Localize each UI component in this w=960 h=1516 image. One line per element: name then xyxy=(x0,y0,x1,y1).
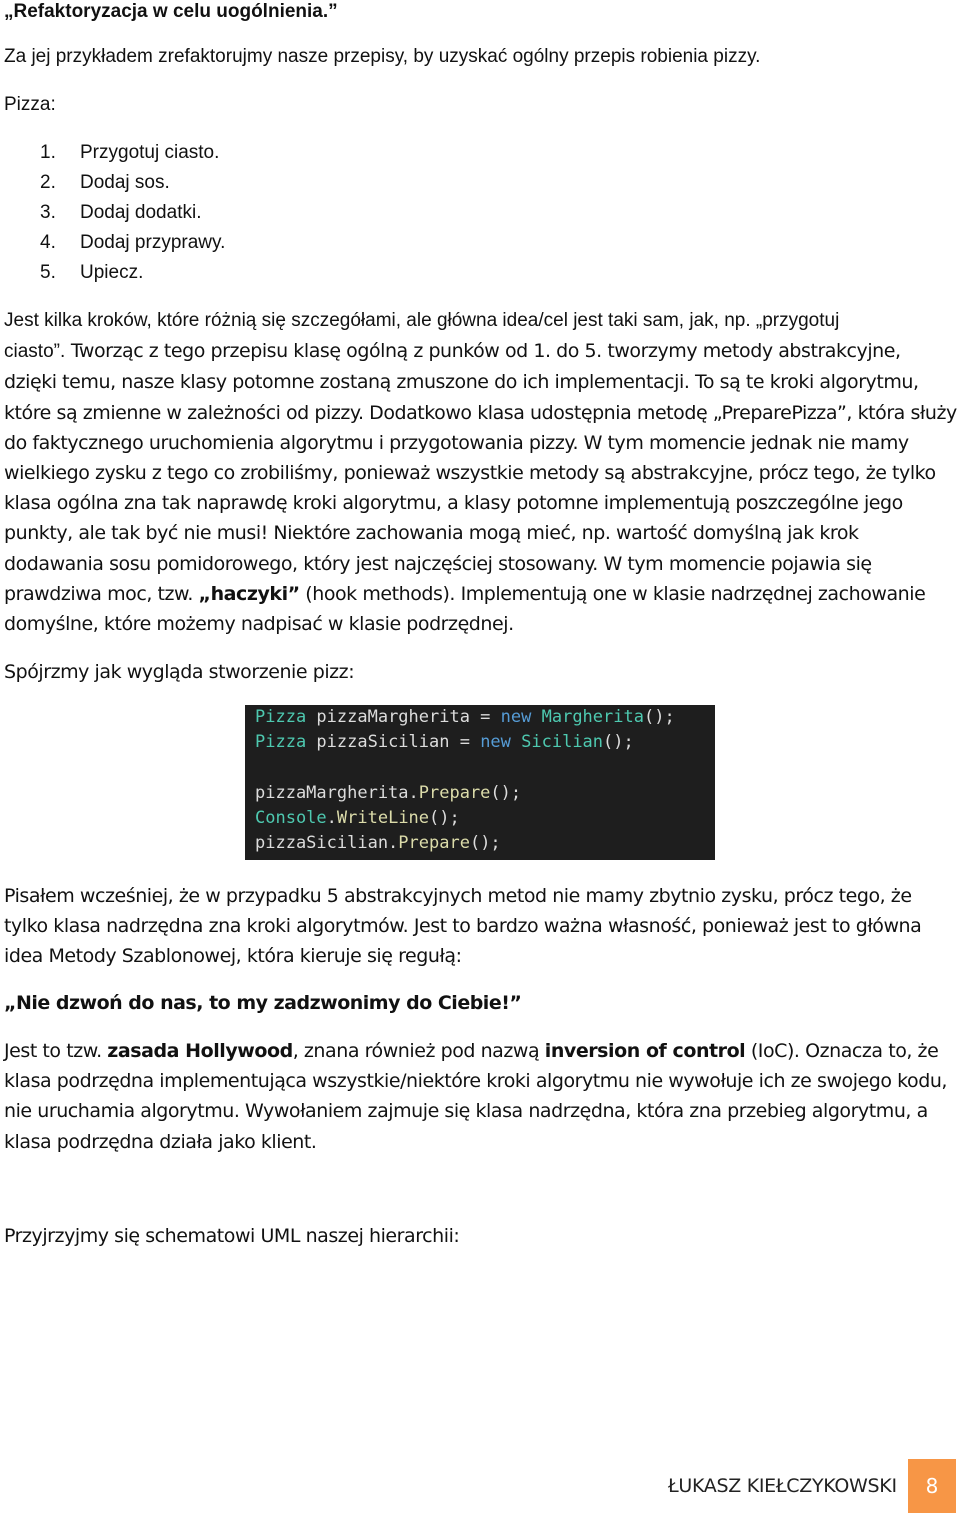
intro-paragraph: Za jej przykładem zrefaktorujmy nasze przepisy, by uzyskać ogólny przepis robienia pizzy. xyxy=(4,46,761,67)
recipe-steps-list xyxy=(40,138,225,288)
list-item: 4. Dodaj przyprawy. xyxy=(40,232,226,253)
code-line: Pizza pizzaMargherita = new Margherita(); xyxy=(255,707,675,727)
list-item: 1. Przygotuj ciasto. xyxy=(40,142,220,163)
footer-author: ŁUKASZ KIEŁCZYKOWSKI xyxy=(668,1475,897,1497)
list-item: 3. Dodaj dodatki. xyxy=(40,202,202,223)
ioc-paragraph: Jest to tzw. zasada Hollywood, znana również pod nazwą inversion of control (IoC). Oznacza to, że klasa podrzędna implementująca wszystkie/niektóre kroki algorytmu nie wywołuje ich ze swojego kodu, nie uruchamia algorytmu. Wywołaniem zajmuje się klasa nadrzędna, która zna przebieg algorytmu, a klasa podrzędna działa jako klient. xyxy=(4,1040,947,1153)
summary-paragraph: Pisałem wcześniej, że w przypadku 5 abstrakcyjnych metod nie mamy zbytnio zysku, prócz tego, że tylko klasa nadrzędna zna kroki algorytmów. Jest to bardzo ważna własność, ponieważ jest to główna idea Metody Szablonowej, która kieruje się regułą: xyxy=(4,885,922,968)
uml-intro: Przyjrzyjmy się schematowi UML naszej hierarchii: xyxy=(4,1225,460,1247)
code-line: pizzaMargherita.Prepare(); xyxy=(255,783,522,803)
page-number-badge: 8 xyxy=(908,1459,956,1513)
explanation-paragraph: Jest kilka kroków, które różnią się szczegółami, ale główna idea/cel jest taki sam, jak, np. „przygotuj ciasto”. Tworząc z tego przepisu klasę ogólną z punków od 1. do 5. tworzymy metody abstrakcyjne, dzięki temu, nasze klasy potomne zostaną zmuszone do ich implementacji. To są te kroki algorytmu, które są zmienne w zależności od pizzy. Dodatkowo klasa udostępnia metodę „PreparePizza”, która służy do faktycznego uruchomienia algorytmu i przygotowania pizzy. W tym momencie jednak nie mamy wielkiego zysku z tego co zrobiliśmy, ponieważ wszystkie metody są abstrakcyjne, prócz tego, że tylko klasa ogólna zna tak naprawdę kroki algorytmu, a klasy potomne implementują poszczególne jego punkty, ale tak być nie musi! Niektóre zachowania mogą mieć, np. wartość domyślną jak krok dodawania sosu pomidorowego, który jest najczęściej stosowany. W tym momencie pojawia się prawdziwa moc, tzw. „haczyki” (hook methods). Implementują one w klasie nadrzędnej zachowanie domyślne, które możemy nadpisać w klasie podrzędnej. xyxy=(4,310,957,636)
recipe-title: Pizza: xyxy=(4,94,56,115)
code-line: Pizza pizzaSicilian = new Sicilian(); xyxy=(255,732,634,752)
hooks-term: „haczyki” xyxy=(198,582,300,605)
hollywood-rule: „Nie dzwoń do nas, to my zadzwonimy do Ciebie!” xyxy=(4,992,522,1014)
look-text: Spójrzmy jak wygląda stworzenie pizz: xyxy=(4,661,355,683)
code-line: pizzaSicilian.Prepare(); xyxy=(255,833,501,853)
code-line: Console.WriteLine(); xyxy=(255,808,460,828)
code-snippet xyxy=(245,705,715,860)
list-item: 2. Dodaj sos. xyxy=(40,172,170,193)
section-heading: „Refaktoryzacja w celu uogólnienia.” xyxy=(4,1,338,22)
list-item: 5. Upiecz. xyxy=(40,262,144,283)
